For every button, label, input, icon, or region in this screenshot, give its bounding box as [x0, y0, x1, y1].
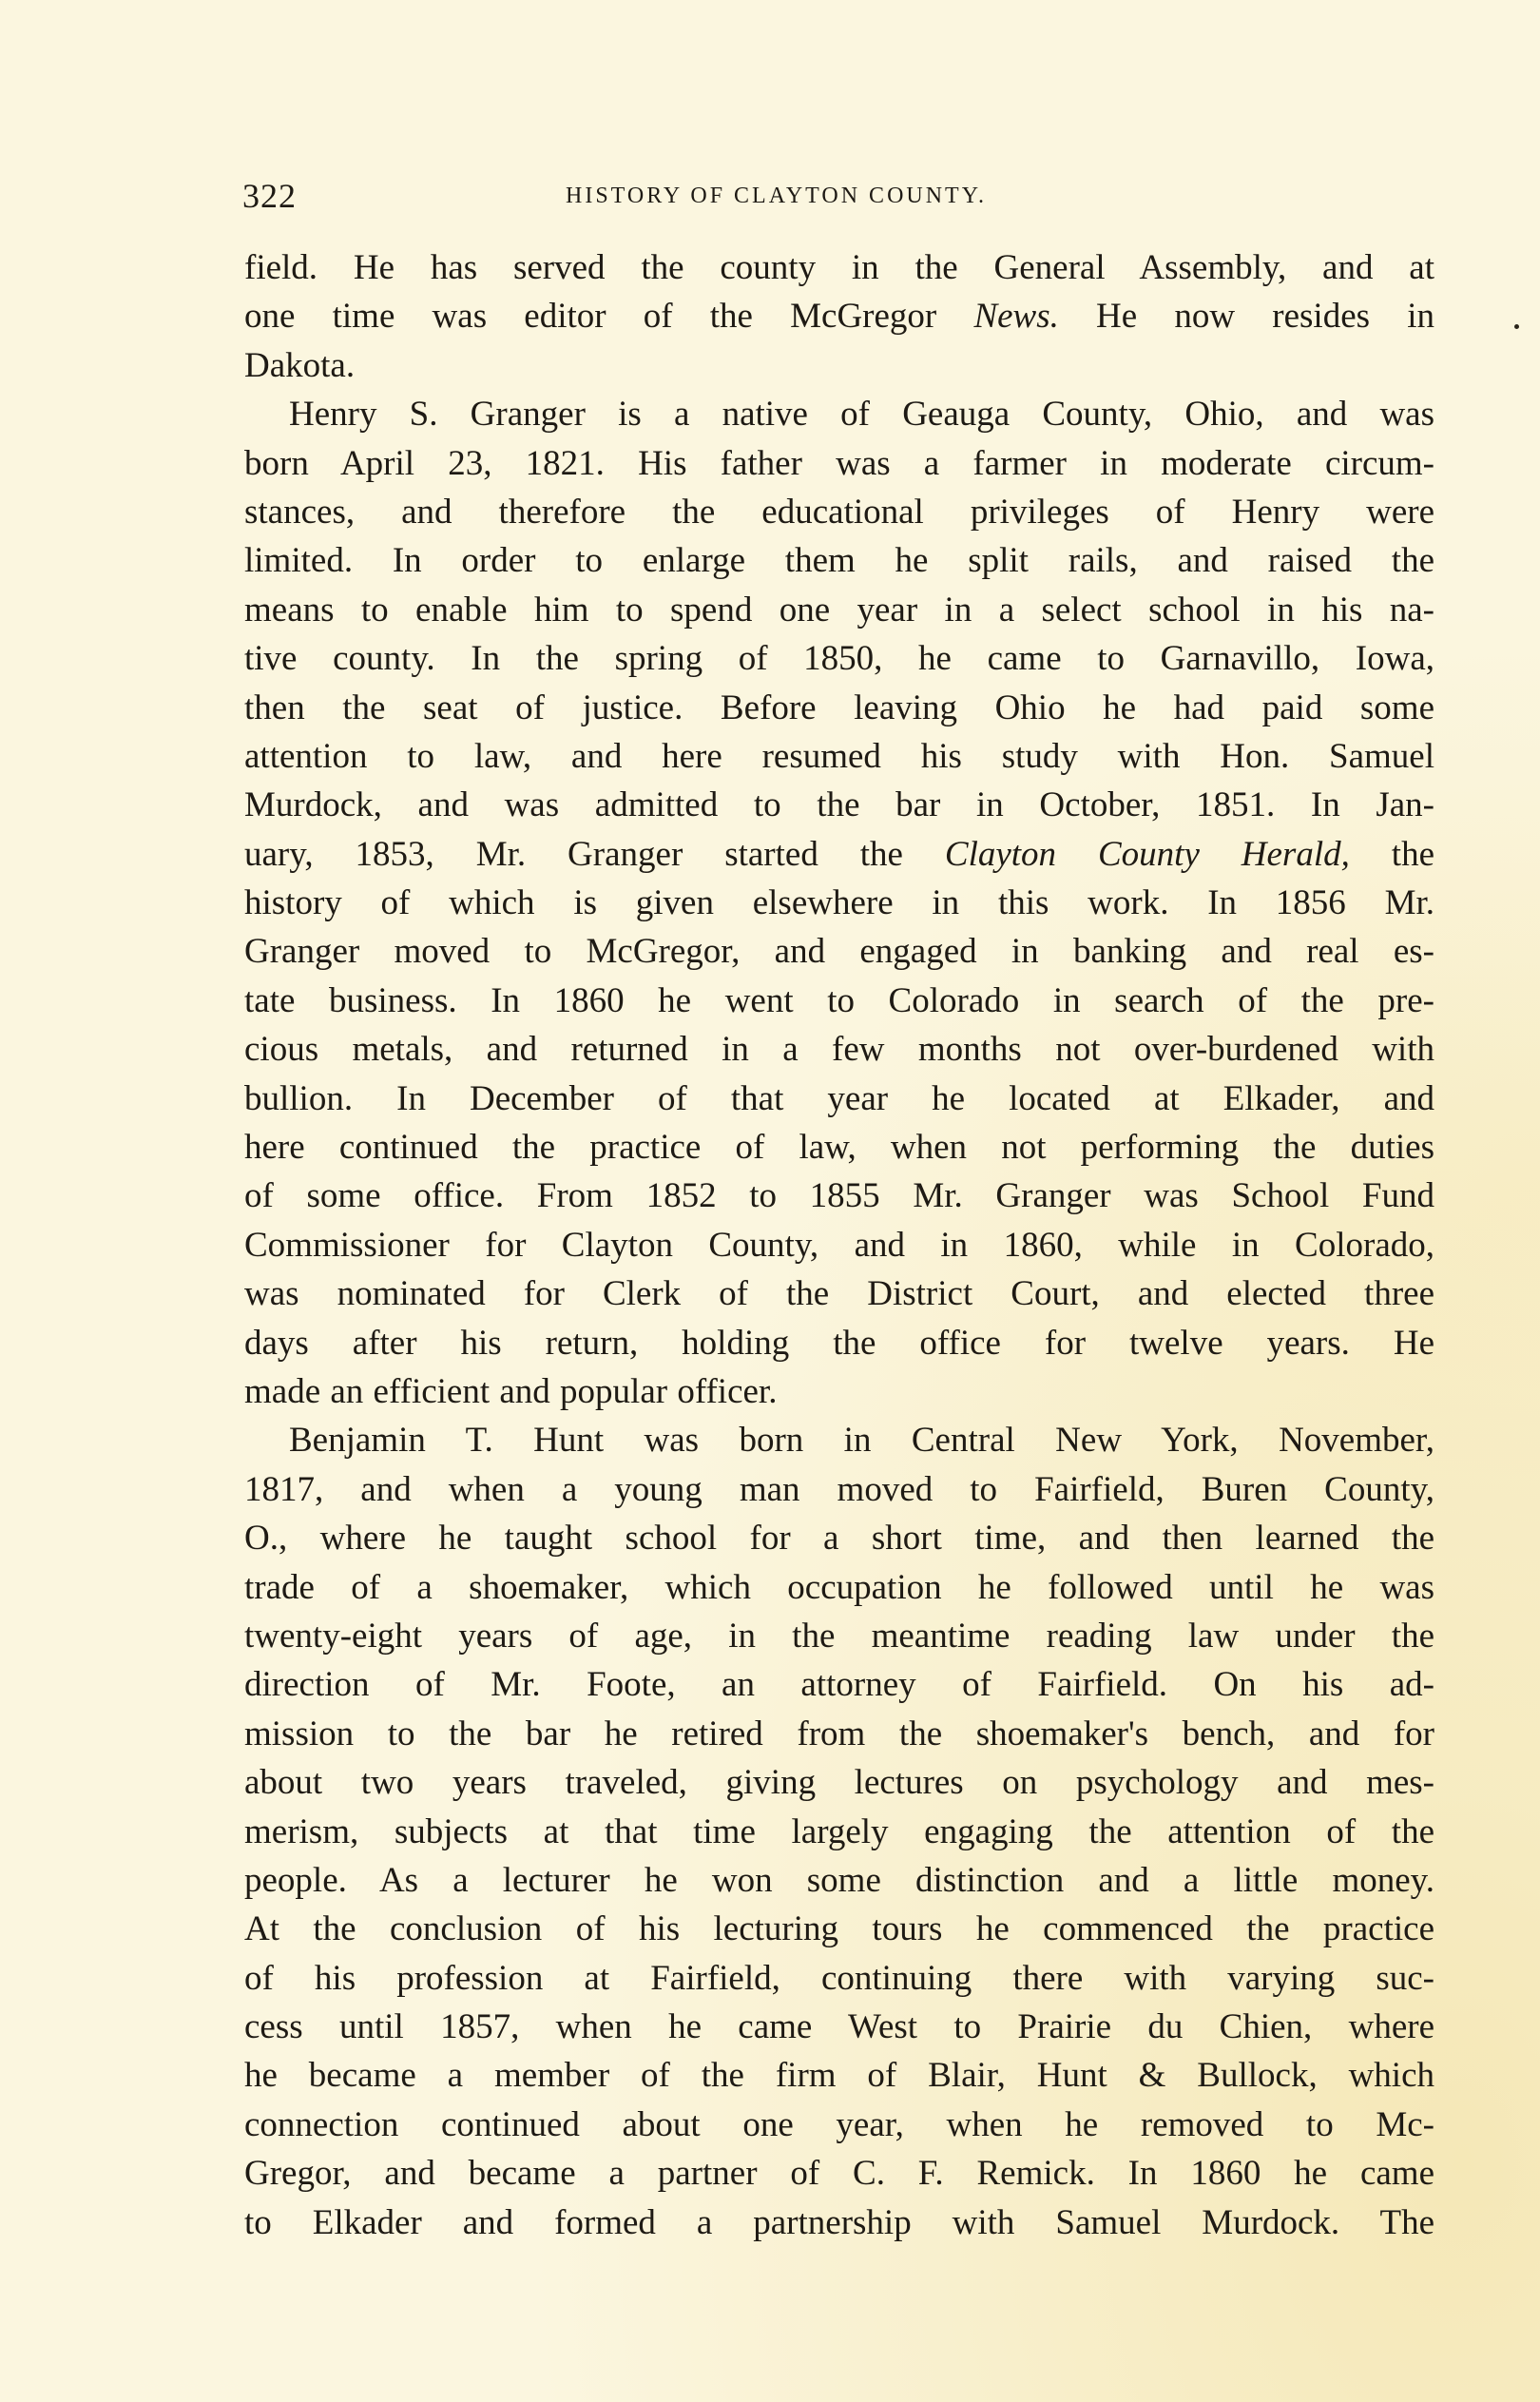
text-line: Gregor, and became a partner of C. F. Remick. In 1860 he came — [244, 2154, 1434, 2194]
text-line: twenty-eight years of age, in the meantime reading law under the — [244, 1616, 1434, 1656]
text-line: of his profession at Fairfield, continuing there with varying suc- — [244, 1958, 1434, 1998]
text-line: was nominated for Clerk of the District Court, and elected three — [244, 1274, 1434, 1314]
text-line: of some office. From 1852 to 1855 Mr. Granger was School Fund — [244, 1176, 1434, 1216]
text-line: one time was editor of the McGregor News. He now resides in — [244, 297, 1434, 337]
text-line: he became a member of the firm of Blair, Hunt & Bullock, which — [244, 2056, 1434, 2096]
running-title: HISTORY OF CLAYTON COUNTY. — [566, 184, 987, 208]
text-line: limited. In order to enlarge them he split rails, and raised the — [244, 541, 1434, 581]
ink-speck — [1514, 324, 1519, 329]
text-line: field. He has served the county in the General Assembly, and at — [244, 248, 1434, 287]
text-line: uary, 1853, Mr. Granger started the Clayton County Herald, the — [244, 834, 1435, 874]
text-line: cess until 1857, when he came West to Prairie du Chien, where — [244, 2007, 1434, 2047]
text-line: here continued the practice of law, when not performing the duties — [244, 1128, 1434, 1168]
text-line: people. As a lecturer he won some distinction and a little money. — [244, 1860, 1434, 1900]
text-line: history of which is given elsewhere in this work. In 1856 Mr. — [244, 883, 1434, 923]
text-line: At the conclusion of his lecturing tours he commenced the practice — [244, 1909, 1434, 1949]
text-line: tive county. In the spring of 1850, he came to Garnavillo, Iowa, — [244, 639, 1434, 679]
text-line: stances, and therefore the educational privileges of Henry were — [244, 492, 1434, 532]
text-line: connection continued about one year, when he removed to Mc- — [244, 2104, 1434, 2144]
paragraph-start: Benjamin T. Hunt was born in Central New York, November, — [289, 1421, 1434, 1461]
text-line: cious metals, and returned in a few months not over-burdened with — [244, 1030, 1434, 1070]
text-line: direction of Mr. Foote, an attorney of Fairfield. On his ad- — [244, 1665, 1434, 1705]
text-line: O., where he taught school for a short time, and then learned the — [244, 1519, 1434, 1559]
text-line: born April 23, 1821. His father was a farmer in moderate circum- — [244, 443, 1434, 483]
italic-title: Clayton County Herald, — [944, 834, 1350, 874]
text-line: Granger moved to McGregor, and engaged in banking and real es- — [244, 932, 1434, 972]
text-line: Commissioner for Clayton County, and in 1860, while in Colorado, — [244, 1225, 1434, 1265]
text-line: bullion. In December of that year he located at Elkader, and — [244, 1078, 1434, 1118]
text-line: trade of a shoemaker, which occupation he followed until he was — [244, 1567, 1434, 1607]
text-line: Dakota. — [244, 345, 356, 385]
text-line: then the seat of justice. Before leaving Ohio he had paid some — [244, 688, 1434, 727]
text-line: attention to law, and here resumed his study with Hon. Samuel — [244, 736, 1434, 776]
text-line: 1817, and when a young man moved to Fairfield, Buren County, — [244, 1469, 1434, 1509]
text-line: means to enable him to spend one year in a select school in his na- — [244, 590, 1434, 630]
text-line: merism, subjects at that time largely engaging the attention of the — [244, 1811, 1434, 1851]
page-number: 322 — [242, 177, 297, 215]
text-line: made an efficient and popular officer. — [244, 1371, 778, 1411]
text-line: Murdock, and was admitted to the bar in October, 1851. In Jan- — [244, 785, 1434, 825]
text-line: mission to the bar he retired from the shoemaker's bench, and for — [244, 1714, 1434, 1753]
text-line: days after his return, holding the office for twelve years. He — [244, 1323, 1434, 1363]
text-line: tate business. In 1860 he went to Colorado in search of the pre- — [244, 980, 1434, 1020]
paragraph-start: Henry S. Granger is a native of Geauga County, Ohio, and was — [289, 395, 1434, 435]
body-text — [244, 243, 1434, 2247]
running-head — [0, 177, 1540, 215]
text-line: to Elkader and formed a partnership with Samuel Murdock. The — [244, 2202, 1434, 2242]
italic-title: News. — [973, 297, 1059, 337]
text-line: about two years traveled, giving lectures on psychology and mes- — [244, 1763, 1434, 1803]
